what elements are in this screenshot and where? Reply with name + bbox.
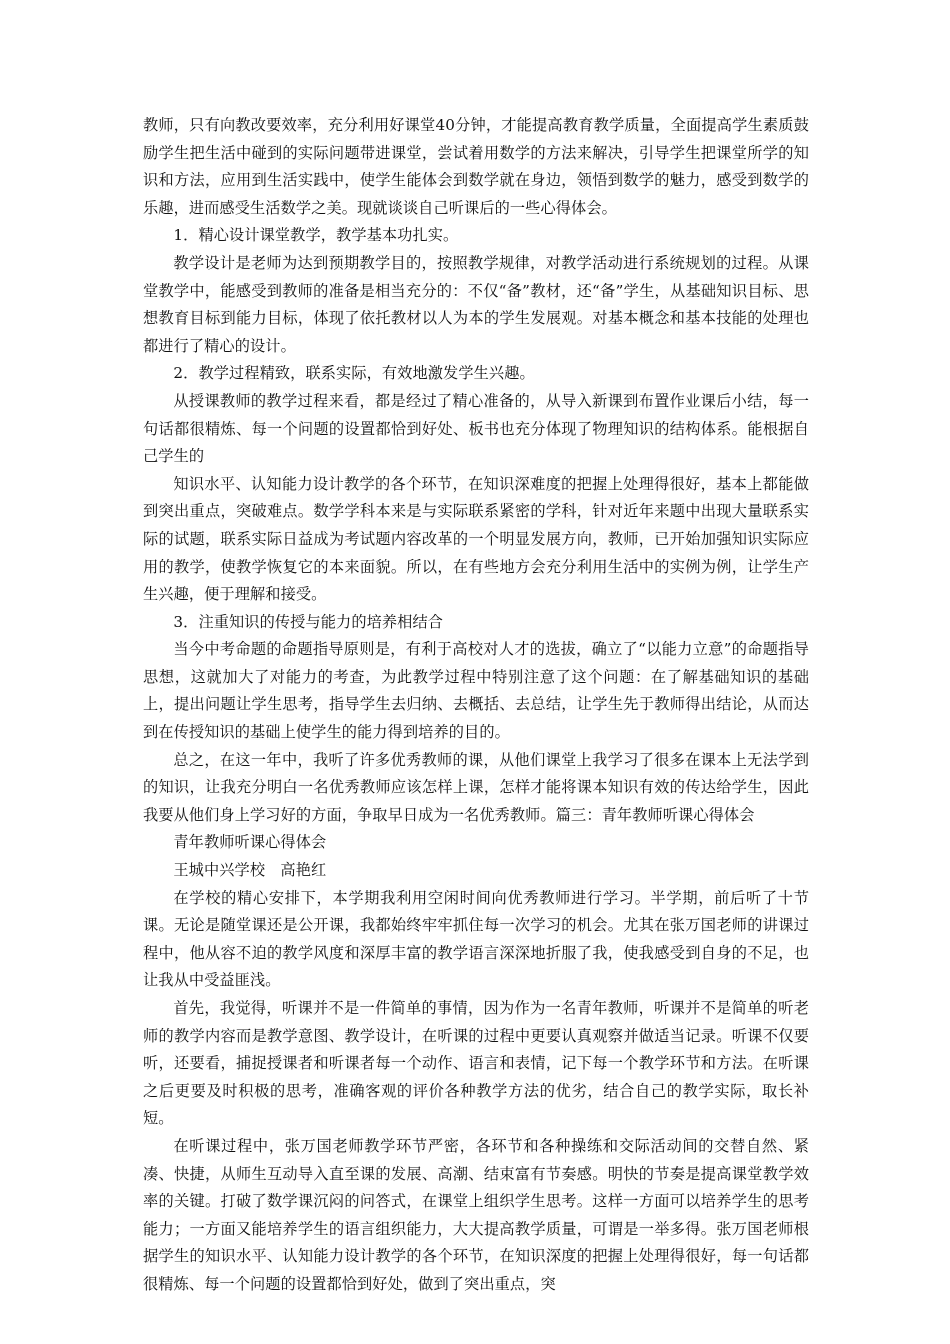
document-page bbox=[143, 112, 809, 1299]
author-line: 王城中兴学校 高艳红 bbox=[173, 861, 327, 880]
section-title: 青年教师听课心得体会 bbox=[173, 833, 327, 852]
paragraph-exam-principles: 当今中考命题的命题指导原则是，有利于高校对人才的选拔，确立了“以能力立意”的命题指导思想，这就加大了对能力的考查，为此教学过程中特别注意了这个问题：在了解基础知识的基础上，提出问题让学生思考，指导学生去归纳、去概括、去总结，让学生先于教师得出结论，从而达到在传授知识的基础上使学生的能力得到培养的目的。 bbox=[143, 640, 809, 742]
heading-point-2: 2．教学过程精致，联系实际，有效地激发学生兴趣。 bbox=[173, 364, 535, 383]
paragraph-lesson-process: 在听课过程中，张万国老师教学环节严密，各环节和各种操练和交际活动间的交替自然、紧凑、快捷，从师生互动导入直至课的发展、高潮、结束富有节奏感。明快的节奏是提高课堂教学效率的关键。打破了数学课沉闷的问答式，在课堂上组织学生思考。这样一方面可以培养学生的思考能力；一方面又能培养学生的语言组织能力，大大提高教学质量，可谓是一举多得。张万国老师根据学生的知识水平、认知能力设计教学的各个环节，在知识深度的把握上处理得很好，每一句话都很精炼、每一个问题的设置都恰到好处，做到了突出重点，突 bbox=[143, 1136, 809, 1293]
paragraph-summary: 总之，在这一年中，我听了许多优秀教师的课，从他们课堂上我学习了很多在课本上无法学到的知识，让我充分明白一名优秀教师应该怎样上课，怎样才能将课本知识有效的传达给学生，因此我要从他们身上学习好的方面，争取早日成为一名优秀教师。篇三：青年教师听课心得体会 bbox=[143, 750, 809, 824]
paragraph-first-point: 首先，我觉得，听课并不是一件简单的事情，因为作为一名青年教师，听课并不是简单的听老师的教学内容而是教学意图、教学设计，在听课的过程中更要认真观察并做适当记录。听课不仅要听，还要看，捕捉授课者和听课者每一个动作、语言和表情，记下每一个教学环节和方法。在听课之后更要及时积极的思考，准确客观的评价各种教学方法的优劣，结合自己的教学实际，取长补短。 bbox=[143, 999, 809, 1128]
heading-point-1: 1．精心设计课堂教学，教学基本功扎实。 bbox=[173, 226, 459, 245]
paragraph-school-arrangement: 在学校的精心安排下，本学期我利用空闲时间向优秀教师进行学习。半学期，前后听了十节课。无论是随堂课还是公开课，我都始终牢牢抓住每一次学习的机会。尤其在张万国老师的讲课过程中，他从容不迫的教学风度和深厚丰富的教学语言深深地折服了我，使我感受到自身的不足，也让我从中受益匪浅。 bbox=[143, 888, 809, 990]
paragraph-teaching-process: 从授课教师的教学过程来看，都是经过了精心准备的，从导入新课到布置作业课后小结，每一句话都很精炼、每一个问题的设置都恰到好处、板书也充分体现了物理知识的结构体系。能根据自己学生的 bbox=[143, 391, 809, 466]
paragraph-knowledge-level: 知识水平、认知能力设计教学的各个环节，在知识深难度的把握上处理得很好，基本上都能做到突出重点，突破难点。数学学科本来是与实际联系紧密的学科，针对近年来题中出现大量联系实际的试题，联系实际日益成为考试题内容改革的一个明显发展方向，教师，已开始加强知识实际应用的教学，使教学恢复它的本来面貌。所以，在有些地方会充分利用生活中的实例为例，让学生产生兴趣，便于理解和接受。 bbox=[143, 474, 809, 604]
paragraph-intro: 教师，只有向教改要效率，充分利用好课堂40分钟，才能提高教育教学质量，全面提高学生素质鼓励学生把生活中碰到的实际问题带进课堂，尝试着用数学的方法来解决，引导学生把课堂所学的知识和方法，应用到生活实践中，使学生能体会到数学就在身边，领悟到数学的魅力，感受到数学的乐趣，进而感受生活数学之美。现就谈谈自己听课后的一些心得体会。 bbox=[143, 116, 809, 217]
heading-point-3: 3．注重知识的传授与能力的培养相结合 bbox=[173, 612, 444, 631]
paragraph-teaching-design: 教学设计是老师为达到预期教学目的，按照教学规律，对教学活动进行系统规划的过程。从课堂教学中，能感受到教师的准备是相当充分的：不仅“备”教材，还“备”学生，从基础知识目标、思想教育目标到能力目标，体现了依托教材以人为本的学生发展观。对基本概念和基本技能的处理也都进行了精心的设计。 bbox=[143, 253, 809, 355]
